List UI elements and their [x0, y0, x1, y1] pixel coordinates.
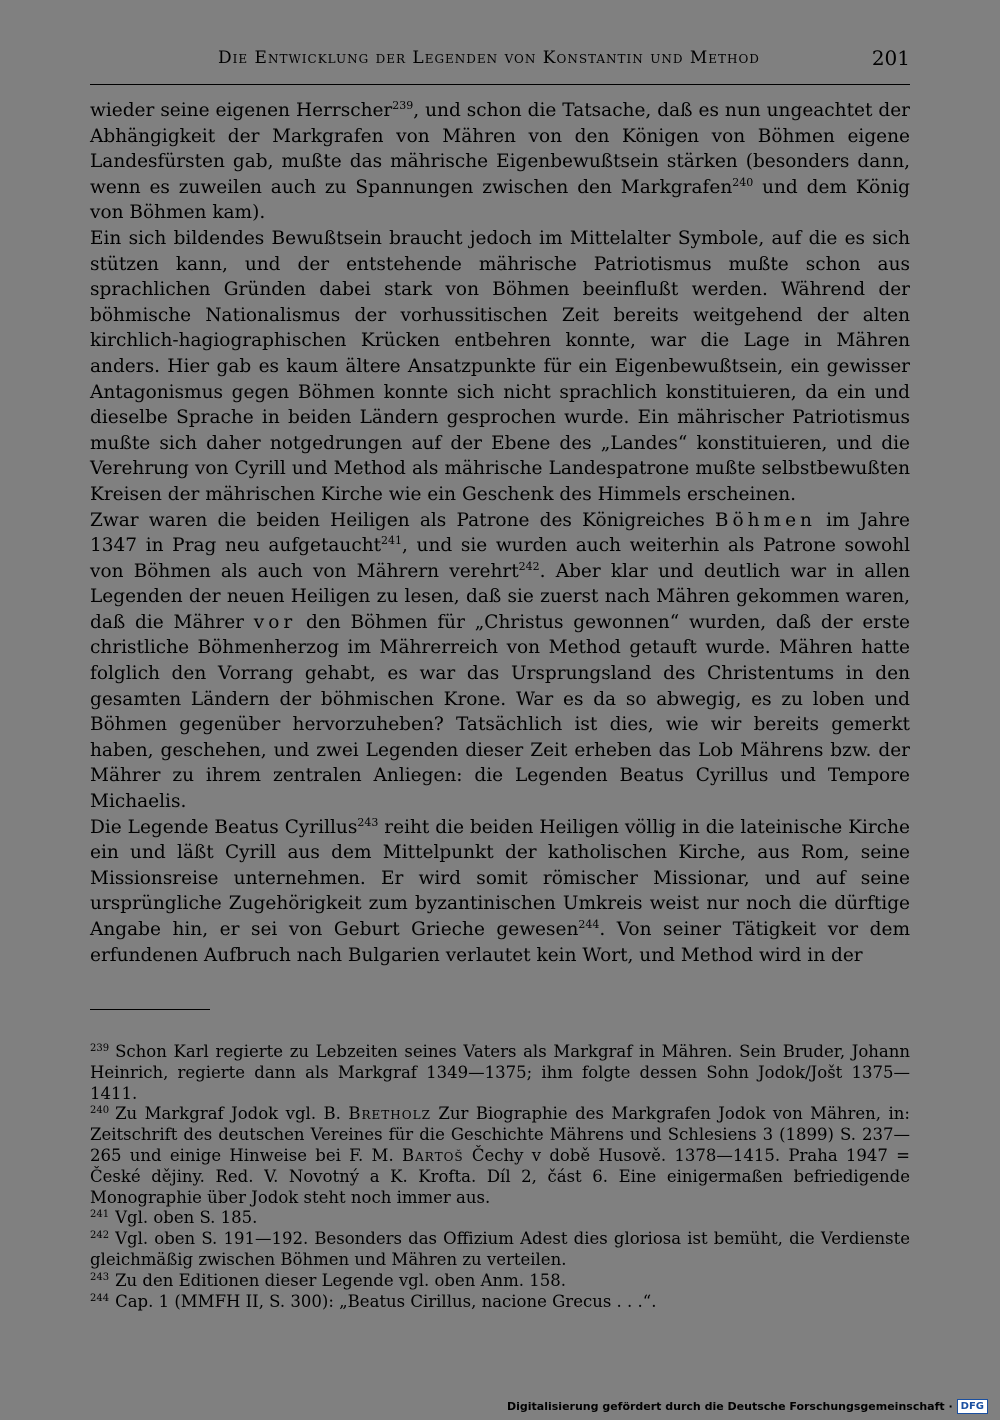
footnote-ref[interactable]: 243	[357, 815, 379, 829]
main-text	[90, 98, 910, 968]
paragraph-1: wieder seine eigenen Herrscher$^{239}$, und schon die Tatsache, daß es nun ungeachtet der Abhängigkeit der Markgrafen von Mähren von den Königen von Böhmen eigene Landesfürsten gab, mußte das mährische Eigenbewußtsein stärken (besonders dann, wenn es zuweilen auch zu Spannungen zwischen den Markgrafen$^{240}$ und dem König von Böhmen kam).	[90, 99, 911, 224]
footnote-240: $^{240}$ Zu Markgraf Jodok vgl. B. Bretholz Zur Biographie des Markgrafen Jodok von Mähren, in: Zeitschrift des deutschen Vereines für die Geschichte Mährens und Schlesiens 3 (1899) S. 237—265 und einige Hinweise bei F. M. Bartoš Čechy v době Husově. 1378—1415. Praha 1947 = České dějiny. Red. V. Novotný a K. Krofta. Díl 2, část 6. Eine einigermaßen befriedigende Monographie über Jodok steht noch immer aus.	[90, 1104, 911, 1207]
footnote-242: $^{242}$ Vgl. oben S. 191—192. Besonders das Offizium Adest dies gloriosa ist bemüht, die Verdienste gleichmäßig zwischen Böhmen und Mähren zu verteilen.	[90, 1229, 910, 1269]
credit-text: Digitalisierung gefördert durch die Deutsche Forschungsgemeinschaft ·	[506, 1400, 953, 1413]
footnote-ref[interactable]: 239	[392, 99, 414, 112]
page-header	[90, 44, 910, 85]
footnote-ref[interactable]: 241	[381, 534, 403, 548]
footnote-239: $^{239}$ Schon Karl regierte zu Lebzeiten seines Vaters als Markgraf in Mähren. Sein Bruder, Johann Heinrich, regierte dann als Markgraf 1349—1375; ihm folgte dessen Sohn Jodok/Jošt 1375—1411.	[90, 1042, 910, 1103]
footnote-divider	[90, 1009, 210, 1010]
footnote-244: $^{244}$ Cap. 1 (MMFH II, S. 300): „Beatus Cirillus, nacione Grecus . . .“.	[90, 1291, 657, 1311]
page-number: 201	[871, 46, 910, 70]
paragraph-2: Ein sich bildendes Bewußtsein braucht jedoch im Mittelalter Symbole, auf die es sich stützen kann, und der entstehende mährische Patriotismus mußte schon aus sprachlichen Gründen dabei stark von Böhmen beeinflußt werden. Während der böhmische Nationalismus der vorhussitischen Zeit bereits weitgehend der alten kirchlich-hagiographischen Krücken entbehren konnte, war die Lage in Mähren anders. Hier gab es kaum ältere Ansatzpunkte für ein Eigenbewußtsein, ein gewisser Antagonismus gegen Böhmen konnte sich nicht sprachlich konstituieren, da ein und dieselbe Sprache in beiden Ländern gesprochen wurde. Ein mährischer Patriotismus mußte sich daher notgedrungen auf der Ebene des „Landes“ konstituieren, und die Verehrung von Cyrill und Method als mährische Landespatrone mußte selbstbewußten Kreisen der mährischen Kirche wie ein Geschenk des Himmels erscheinen.	[90, 227, 910, 505]
footnote-243: $^{243}$ Zu den Editionen dieser Legende vgl. oben Anm. 158.	[90, 1270, 567, 1290]
footnote-ref[interactable]: 242	[518, 559, 540, 573]
footnote-ref[interactable]: 240	[732, 175, 754, 189]
footnote-ref[interactable]: 244	[578, 918, 600, 931]
footnote-241: $^{241}$ Vgl. oben S. 185.	[90, 1208, 258, 1228]
dfg-logo-icon: DFG	[957, 1399, 988, 1414]
running-title: Die Entwicklung der Legenden von Konstantin und Method	[218, 48, 760, 68]
footnotes	[90, 1042, 910, 1312]
digitization-credit	[507, 1399, 988, 1414]
paragraph-3: Zwar waren die beiden Heiligen als Patrone des Königreiches Böhmen im Jahre 1347 in Prag neu aufgetaucht$^{241}$, und sie wurden auch weiterhin als Patrone sowohl von Böhmen als auch von Mährern verehrt$^{242}$. Aber klar und deutlich war in allen Legenden der neuen Heiligen zu lesen, daß sie zuerst nach Mähren gekommen waren, daß die Mährer vor den Böhmen für „Christus gewonnen“ wurden, daß der erste christliche Böhmenherzog im Mährerreich von Method getauft wurde. Mähren hatte folglich den Vorrang gehabt, es war das Ursprungsland des Christentums in den gesamten Ländern der böhmischen Krone. War es da so abwegig, es zu loben und Böhmen gegenüber hervorzuheben? Tatsächlich ist dies, wie wir bereits gemerkt haben, geschehen, und zwei Legenden dieser Zeit erheben das Lob Mährens bzw. der Mährer zu ihrem zentralen Anliegen: die Legenden Beatus Cyrillus und Tempore Michaelis.	[90, 509, 911, 813]
paragraph-4: Die Legende Beatus Cyrillus$^{243}$ reiht die beiden Heiligen völlig in die lateinische Kirche ein und läßt Cyrill aus dem Mittelpunkt der katholischen Kirche, aus Rom, seine Missionsreise unternehmen. Er wird somit römischer Missionar, und auf seine ursprüngliche Zugehörigkeit zum byzantinischen Umkreis weist nur noch die dürftige Angabe hin, er sei von Geburt Grieche gewesen$^{244}$. Von seiner Tätigkeit vor dem erfundenen Aufbruch nach Bulgarien verlautet kein Wort, und Method wird in der	[90, 815, 910, 966]
